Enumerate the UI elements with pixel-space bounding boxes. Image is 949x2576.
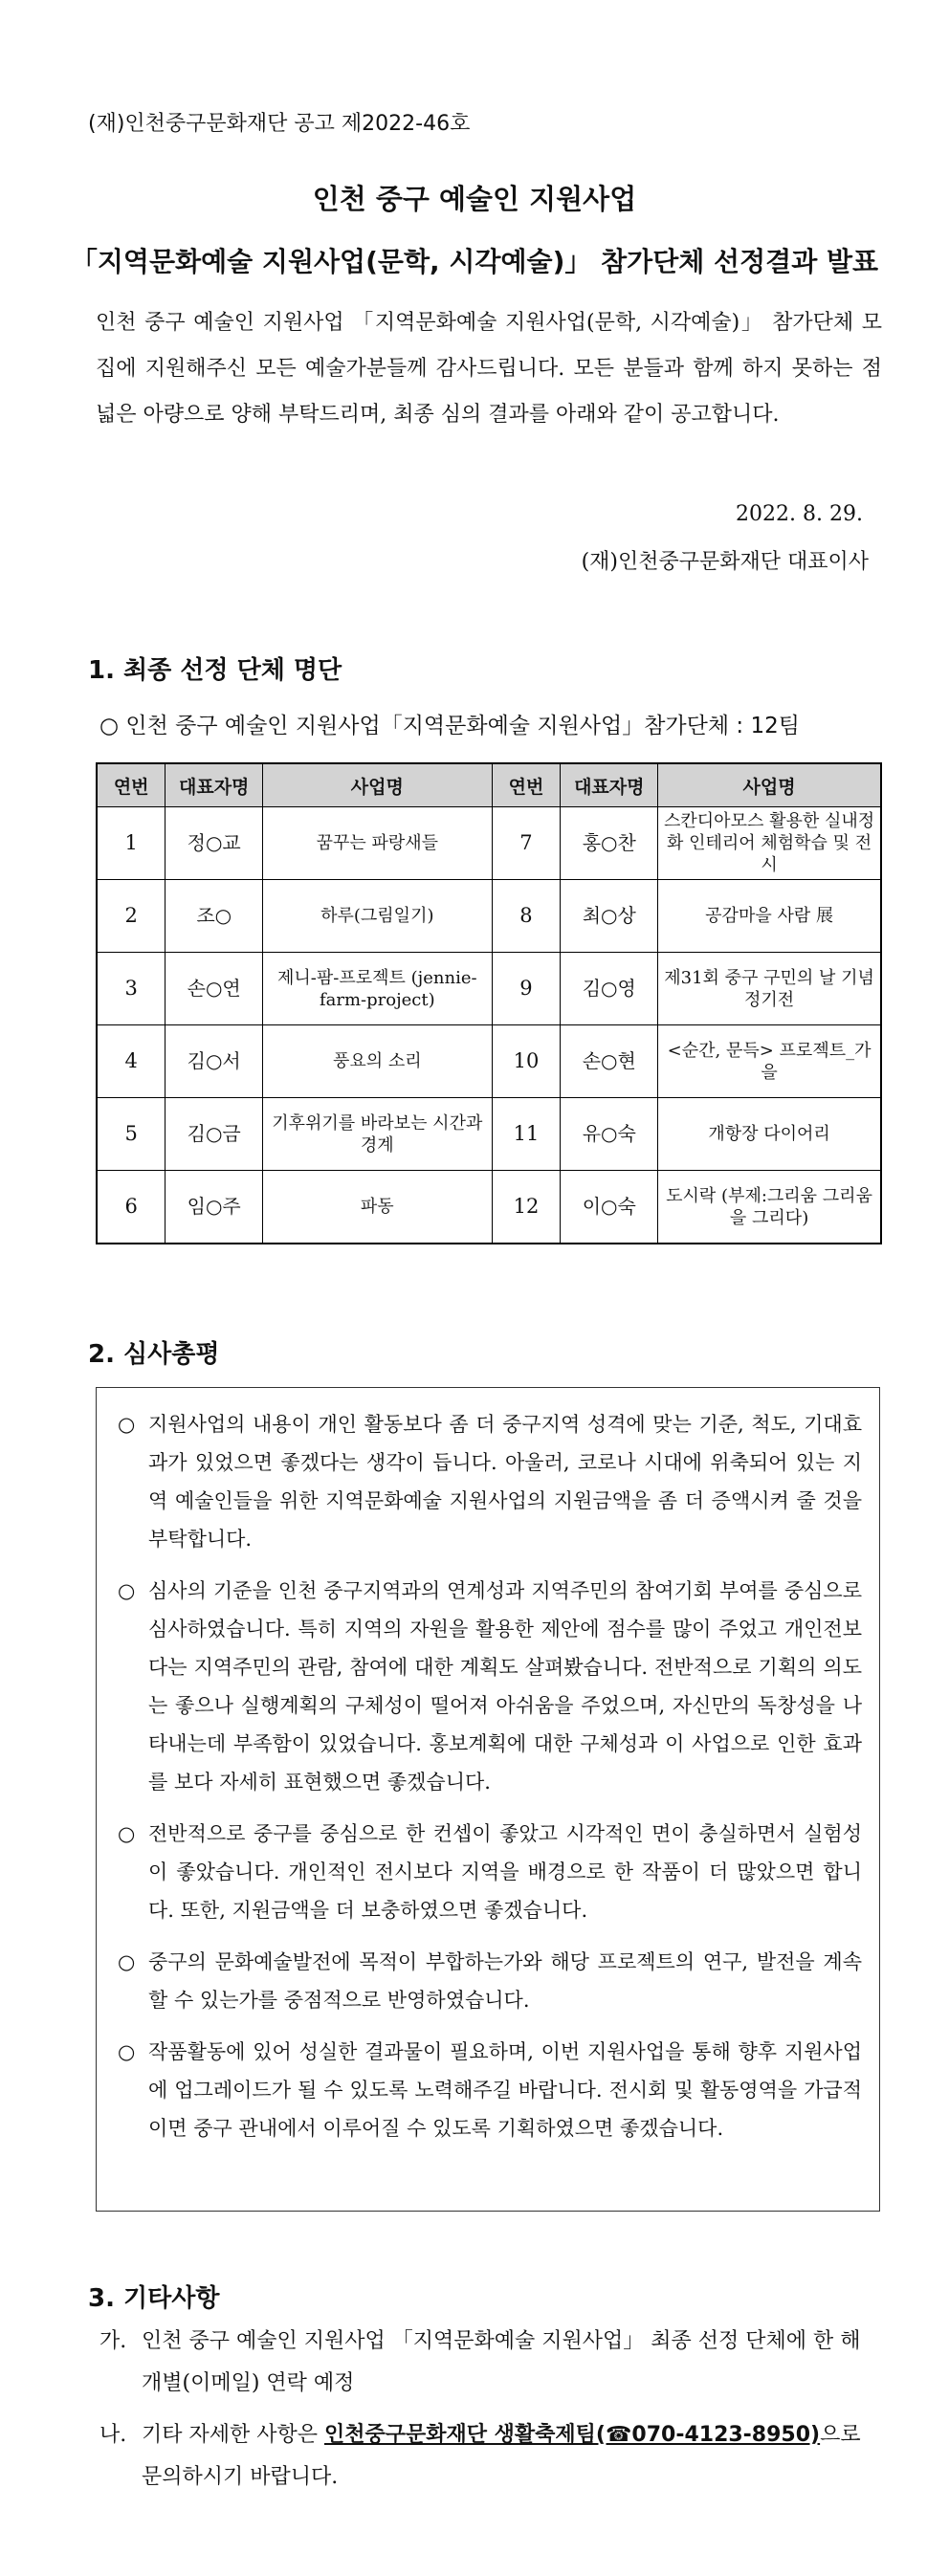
bullet-circle: ○ [118,1579,136,1602]
row-number: 3 [97,953,166,1025]
item-marker: 가. [99,2329,127,2353]
misc-item-a [99,2321,884,2405]
item-text-after: 으로 문의하시기 바랍니다. [142,2423,861,2489]
row-number: 6 [97,1171,166,1244]
project-name: 공감마을 사람 展 [658,880,881,953]
misc-item-b [99,2414,884,2499]
review-text: 중구의 문화예술발전에 목적이 부합하는가와 해당 프로젝트의 연구, 발전을 계속할 수 있는가를 중점적으로 반영하였습니다. [148,1950,862,2012]
header-no: 연번 [97,763,166,807]
representative-name: 김○영 [561,953,658,1025]
review-item [118,2033,862,2147]
project-name: 개항장 다이어리 [658,1098,881,1171]
table-row [97,807,881,880]
bullet-circle: ○ [118,1822,136,1845]
review-item [118,1405,862,1558]
representative-name: 유○숙 [561,1098,658,1171]
review-text: 전반적으로 중구를 중심으로 한 컨셉이 좋았고 시각적인 면이 충실하면서 실험성이 좋았습니다. 개인적인 전시보다 지역을 배경으로 한 작품이 더 많았으면 합니다. 또한, 지원금액을 더 보충하였으면 좋겠습니다. [148,1822,862,1922]
project-name: 풍요의 소리 [263,1025,492,1098]
project-name: 스칸디아모스 활용한 실내정화 인테리어 체험학습 및 전시 [658,807,881,880]
project-name: 기후위기를 바라보는 시간과 경계 [263,1098,492,1171]
item-marker: 나. [99,2423,127,2447]
review-text: 심사의 기준을 인천 중구지역과의 연계성과 지역주민의 참여기회 부여를 중심으로 심사하였습니다. 특히 지역의 자원을 활용한 제안에 점수를 많이 주었고 개인전보다는 지역주민의 관람, 참여에 대한 계획도 살펴봤습니다. 전반적으로 기획의 의도는 좋으나 실행계획의 구체성이 떨어져 아쉬움을 주었으며, 자신만의 독창성을 나타내는데 부족함이 있었습니다. 홍보계획에 대한 구체성과 이 사업으로 인한 효과를 보다 자세히 표현했으면 좋겠습니다. [148,1579,862,1794]
notice-number: (재)인천중구문화재단 공고 제2022-46호 [88,112,471,136]
project-name: 파동 [263,1171,492,1244]
table-row [97,1025,881,1098]
project-name: 제니-팜-프로젝트 (jennie-farm-project) [263,953,492,1025]
signer: (재)인천중구문화재단 대표이사 [581,550,869,574]
representative-name: 이○숙 [561,1171,658,1244]
project-name: 제31회 중구 구민의 날 기념 정기전 [658,953,881,1025]
header-project: 사업명 [263,763,492,807]
table-row [97,1171,881,1244]
review-item [118,1943,862,2019]
table-row [97,880,881,953]
section1-title: 1. 최종 선정 단체 명단 [88,656,342,685]
review-comments-box [96,1387,880,2212]
review-text: 작품활동에 있어 성실한 결과물이 필요하며, 이번 지원사업을 통해 향후 지원사업에 업그레이드가 될 수 있도록 노력해주길 바랍니다. 전시회 및 활동영역을 가급적이면 중구 관내에서 이루어질 수 있도록 기획하였으면 좋겠습니다. [148,2040,862,2140]
row-number: 5 [97,1098,166,1171]
table-header-row [97,763,881,807]
row-number: 4 [97,1025,166,1098]
row-number: 10 [492,1025,561,1098]
header-project: 사업명 [658,763,881,807]
intro-paragraph: 인천 중구 예술인 지원사업 「지역문화예술 지원사업(문학, 시각예술)」 참가단체 모집에 지원해주신 모든 예술가분들께 감사드립니다. 모든 분들과 함께 하지 못하는 점 넓은 아량으로 양해 부탁드리며, 최종 심의 결과를 아래와 같이 공고합니다. [96,311,882,427]
project-name: <순간, 문득> 프로젝트_가을 [658,1025,881,1098]
header-no: 연번 [492,763,561,807]
section3-title: 3. 기타사항 [88,2284,220,2313]
item-text [142,2414,884,2499]
table-row [97,953,881,1025]
bullet-circle: ○ [118,2040,136,2063]
notice-date: 2022. 8. 29. [736,502,863,526]
representative-name: 손○현 [561,1025,658,1098]
row-number: 12 [492,1171,561,1244]
representative-name: 정○교 [166,807,263,880]
table-row [97,1098,881,1171]
item-text: 인천 중구 예술인 지원사업 「지역문화예술 지원사업」 최종 선정 단체에 한 해 개별(이메일) 연락 예정 [142,2329,861,2395]
representative-name: 최○상 [561,880,658,953]
header-rep: 대표자명 [561,763,658,807]
project-name: 도시락 (부제:그리움 그리움을 그리다) [658,1171,881,1244]
page-subtitle: 「지역문화예술 지원사업(문학, 시각예술)」 참가단체 선정결과 발표 [70,246,879,277]
bullet-circle: ○ [118,1950,136,1973]
review-item [118,1572,862,1801]
row-number: 11 [492,1098,561,1171]
row-number: 1 [97,807,166,880]
selected-groups-table [96,762,882,1244]
review-text: 지원사업의 내용이 개인 활동보다 좀 더 중구지역 성격에 맞는 기준, 척도, 기대효과가 있었으면 좋겠다는 생각이 듭니다. 아울러, 코로나 시대에 위축되어 있는 지역 예술인들을 위한 지역문화예술 지원사업의 지원금액을 좀 더 증액시켜 줄 것을 부탁합니다. [148,1413,862,1551]
section2-title: 2. 심사총평 [88,1340,220,1369]
project-name: 하루(그림일기) [263,880,492,953]
representative-name: 김○서 [166,1025,263,1098]
representative-name: 손○연 [166,953,263,1025]
representative-name: 김○금 [166,1098,263,1171]
item-text-before: 기타 자세한 사항은 [142,2423,324,2447]
row-number: 8 [492,880,561,953]
contact-info: 인천중구문화재단 생활축제팀(☎070-4123-8950) [324,2423,821,2447]
review-item [118,1815,862,1929]
project-name: 꿈꾸는 파랑새들 [263,807,492,880]
representative-name: 조○ [166,880,263,953]
row-number: 9 [492,953,561,1025]
header-rep: 대표자명 [166,763,263,807]
bullet-circle: ○ [118,1413,136,1436]
row-number: 7 [492,807,561,880]
row-number: 2 [97,880,166,953]
representative-name: 홍○찬 [561,807,658,880]
page-title: 인천 중구 예술인 지원사업 [312,183,637,215]
section1-subtitle: ○ 인천 중구 예술인 지원사업「지역문화예술 지원사업」참가단체 : 12팀 [99,714,800,738]
representative-name: 임○주 [166,1171,263,1244]
